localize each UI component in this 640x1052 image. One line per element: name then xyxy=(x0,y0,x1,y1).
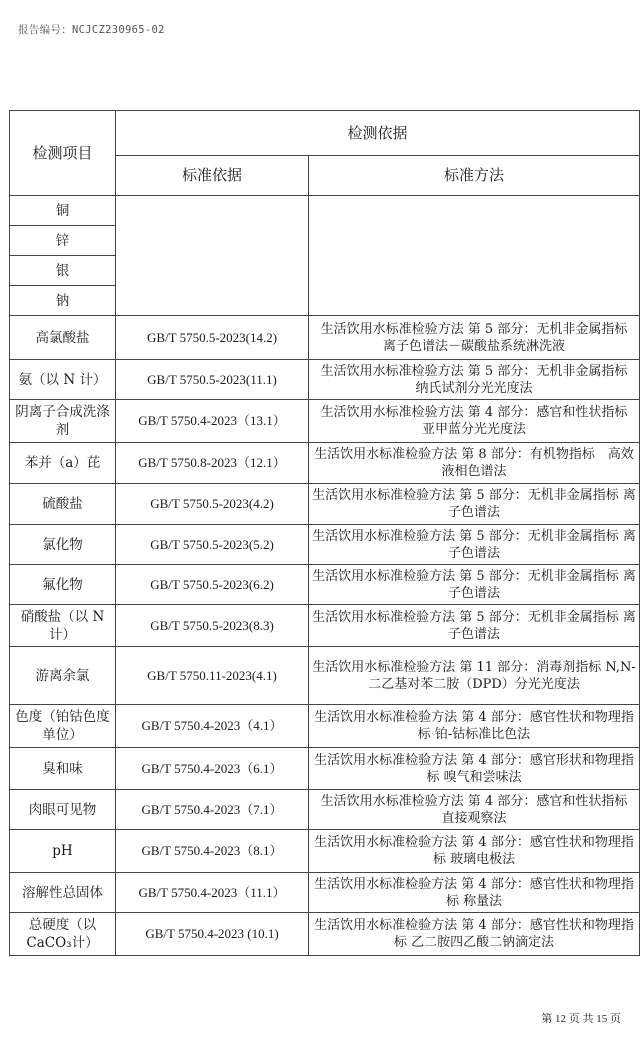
row-basis: GB/T 5750.5-2023(14.2) xyxy=(116,316,309,360)
header-item: 检测项目 xyxy=(10,111,116,196)
row-method: 生活饮用水标准检验方法 第 4 部分：感官和性状指标 直接观察法 xyxy=(309,790,640,830)
row-basis: GB/T 5750.4-2023（6.1） xyxy=(116,748,309,790)
row-method: 生活饮用水标准检验方法 第 4 部分：感官和性状指标 亚甲蓝分光光度法 xyxy=(309,400,640,443)
row-basis: GB/T 5750.4-2023（8.1） xyxy=(116,830,309,873)
row-method: 生活饮用水标准检验方法 第 4 部分：感官性状和物理指标 乙二胺四乙酸二钠滴定法 xyxy=(309,913,640,956)
row-basis: GB/T 5750.4-2023（4.1） xyxy=(116,705,309,748)
row-basis: GB/T 5750.5-2023(8.3) xyxy=(116,605,309,647)
row-item: 总硬度（以CaCO₃计） xyxy=(10,913,116,956)
row-basis: GB/T 5750.4-2023（7.1） xyxy=(116,790,309,830)
header-basis: 检测依据 xyxy=(116,111,640,156)
continued-item: 锌 xyxy=(10,226,116,256)
row-item: 苯并（a）芘 xyxy=(10,443,116,484)
row-method: 生活饮用水标准检验方法 第 4 部分：感官性状和物理指标 称量法 xyxy=(309,873,640,913)
row-item: pH xyxy=(10,830,116,873)
row-method: 生活饮用水标准检验方法 第 5 部分：无机非金属指标 离子色谱法 xyxy=(309,484,640,525)
row-basis: GB/T 5750.5-2023(11.1) xyxy=(116,360,309,400)
table-row xyxy=(10,647,640,705)
table-row xyxy=(10,484,640,525)
row-method: 生活饮用水标准检验方法 第 4 部分：感官形状和物理指标 嗅气和尝味法 xyxy=(309,748,640,790)
header-standard-basis: 标准依据 xyxy=(116,156,309,196)
table-row xyxy=(10,316,640,360)
row-method: 生活饮用水标准检验方法 第 5 部分：无机非金属指标 离子色谱法－碳酸盐系统淋洗液 xyxy=(309,316,640,360)
row-item: 硝酸盐（以 N 计） xyxy=(10,605,116,647)
table-row xyxy=(10,525,640,565)
test-basis-table xyxy=(9,110,640,956)
row-method: 生活饮用水标准检验方法 第 5 部分：无机非金属指标 离子色谱法 xyxy=(309,565,640,605)
row-basis: GB/T 5750.8-2023（12.1） xyxy=(116,443,309,484)
row-basis: GB/T 5750.4-2023（11.1） xyxy=(116,873,309,913)
row-item: 游离余氯 xyxy=(10,647,116,705)
row-basis: GB/T 5750.5-2023(6.2) xyxy=(116,565,309,605)
table-row xyxy=(10,400,640,443)
table-row xyxy=(10,705,640,748)
row-method: 生活饮用水标准检验方法 第 11 部分：消毒剂指标 N,N-二乙基对苯二胺（DPD）分光光度法 xyxy=(309,647,640,705)
row-item: 臭和味 xyxy=(10,748,116,790)
row-item: 色度（铂钴色度单位） xyxy=(10,705,116,748)
row-item: 硫酸盐 xyxy=(10,484,116,525)
row-method: 生活饮用水标准检验方法 第 5 部分：无机非金属指标 纳氏试剂分光光度法 xyxy=(309,360,640,400)
table-row xyxy=(10,360,640,400)
report-number: 报告编号：NCJCZ230965-02 xyxy=(18,24,165,36)
continued-item: 铜 xyxy=(10,196,116,226)
table-row xyxy=(10,565,640,605)
continued-method-cell xyxy=(309,196,640,316)
continued-basis-cell xyxy=(116,196,309,316)
row-method: 生活饮用水标准检验方法 第 5 部分：无机非金属指标 离子色谱法 xyxy=(309,525,640,565)
table-row xyxy=(10,830,640,873)
row-item: 肉眼可见物 xyxy=(10,790,116,830)
row-basis: GB/T 5750.5-2023(5.2) xyxy=(116,525,309,565)
row-item: 阴离子合成洗涤剂 xyxy=(10,400,116,443)
row-item: 高氯酸盐 xyxy=(10,316,116,360)
row-basis: GB/T 5750.4-2023（13.1） xyxy=(116,400,309,443)
table-row xyxy=(10,873,640,913)
continued-item: 银 xyxy=(10,256,116,286)
row-method: 生活饮用水标准检验方法 第 4 部分：感官性状和物理指标 铂-钴标准比色法 xyxy=(309,705,640,748)
row-item: 氨（以 N 计） xyxy=(10,360,116,400)
table-row xyxy=(10,790,640,830)
row-basis: GB/T 5750.5-2023(4.2) xyxy=(116,484,309,525)
page-footer: 第 12 页 共 15 页 xyxy=(541,1013,621,1025)
continued-item: 钠 xyxy=(10,286,116,316)
row-method: 生活饮用水标准检验方法 第 5 部分：无机非金属指标 离子色谱法 xyxy=(309,605,640,647)
row-item: 氯化物 xyxy=(10,525,116,565)
row-basis: GB/T 5750.4-2023 (10.1) xyxy=(116,913,309,956)
table-row xyxy=(10,913,640,956)
row-item: 氟化物 xyxy=(10,565,116,605)
header-standard-method: 标准方法 xyxy=(309,156,640,196)
row-basis: GB/T 5750.11-2023(4.1) xyxy=(116,647,309,705)
table-row xyxy=(10,443,640,484)
row-item: 溶解性总固体 xyxy=(10,873,116,913)
table-row xyxy=(10,605,640,647)
table-row xyxy=(10,748,640,790)
row-method: 生活饮用水标准检验方法 第 8 部分：有机物指标 高效液相色谱法 xyxy=(309,443,640,484)
row-method: 生活饮用水标准检验方法 第 4 部分：感官性状和物理指标 玻璃电极法 xyxy=(309,830,640,873)
